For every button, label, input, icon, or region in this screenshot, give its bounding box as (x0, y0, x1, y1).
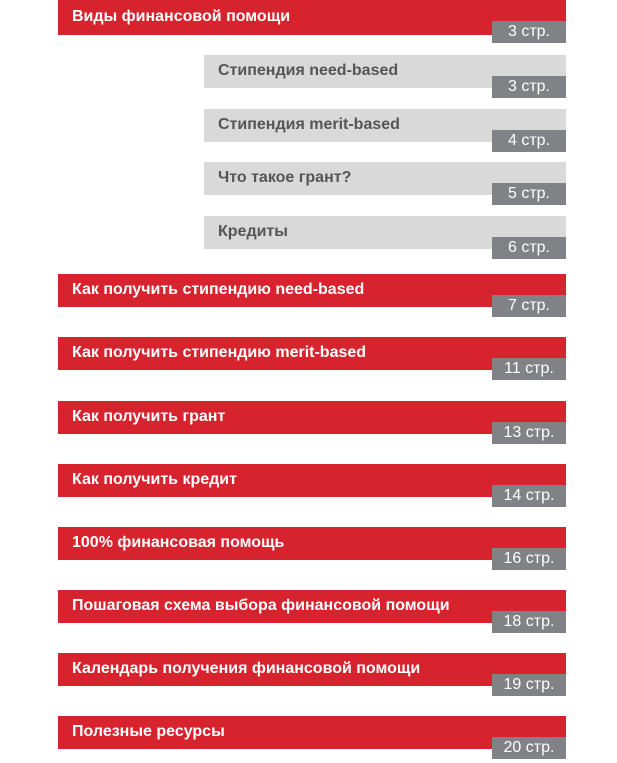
toc-item-label: Стипендия need-based (218, 62, 399, 79)
toc-item-label: Виды финансовой помощи (72, 8, 291, 25)
toc-item-page: 13 стр. (492, 422, 566, 444)
toc-item-label: Стипендия merit-based (218, 116, 400, 133)
toc-item-label: Как получить стипендию merit-based (72, 344, 367, 361)
toc-item-useful-resources[interactable] (58, 716, 566, 759)
toc-subitem-need-based[interactable] (204, 55, 566, 98)
toc-item-page: 19 стр. (492, 674, 566, 696)
toc-item-get-need-based[interactable] (58, 274, 566, 317)
toc-item-page: 3 стр. (492, 76, 566, 98)
toc-subitem-grant[interactable] (204, 162, 566, 205)
toc-item-label: Как получить стипендию need-based (72, 281, 365, 298)
toc-item-page: 5 стр. (492, 183, 566, 205)
toc-item-label: Полезные ресурсы (72, 723, 225, 740)
toc-item-page: 18 стр. (492, 611, 566, 633)
toc-subitem-loans[interactable] (204, 216, 566, 259)
toc-item-label: 100% финансовая помощь (72, 534, 285, 551)
toc-item-page: 14 стр. (492, 485, 566, 507)
toc-item-get-loan[interactable] (58, 464, 566, 507)
toc-item-get-grant[interactable] (58, 401, 566, 444)
toc-item-label: Кредиты (218, 223, 288, 240)
toc-item-page: 4 стр. (492, 130, 566, 152)
toc-item-label: Как получить кредит (72, 471, 237, 488)
toc-item-page: 20 стр. (492, 737, 566, 759)
toc-item-step-by-step-scheme[interactable] (58, 590, 566, 633)
toc-item-label: Пошаговая схема выбора финансовой помощи (72, 597, 450, 614)
toc-item-page: 7 стр. (492, 295, 566, 317)
toc-item-page: 16 стр. (492, 548, 566, 570)
toc-item-financial-aid-types[interactable] (58, 0, 566, 43)
toc-item-full-aid[interactable] (58, 527, 566, 570)
toc-item-page: 3 стр. (492, 21, 566, 43)
toc-item-label: Что такое грант? (218, 169, 352, 186)
toc-item-label: Календарь получения финансовой помощи (72, 660, 421, 677)
toc-item-page: 11 стр. (492, 358, 566, 380)
toc-subitem-merit-based[interactable] (204, 109, 566, 152)
toc-item-get-merit-based[interactable] (58, 337, 566, 380)
toc-item-page: 6 стр. (492, 237, 566, 259)
toc-item-label: Как получить грант (72, 408, 226, 425)
toc-item-calendar[interactable] (58, 653, 566, 696)
